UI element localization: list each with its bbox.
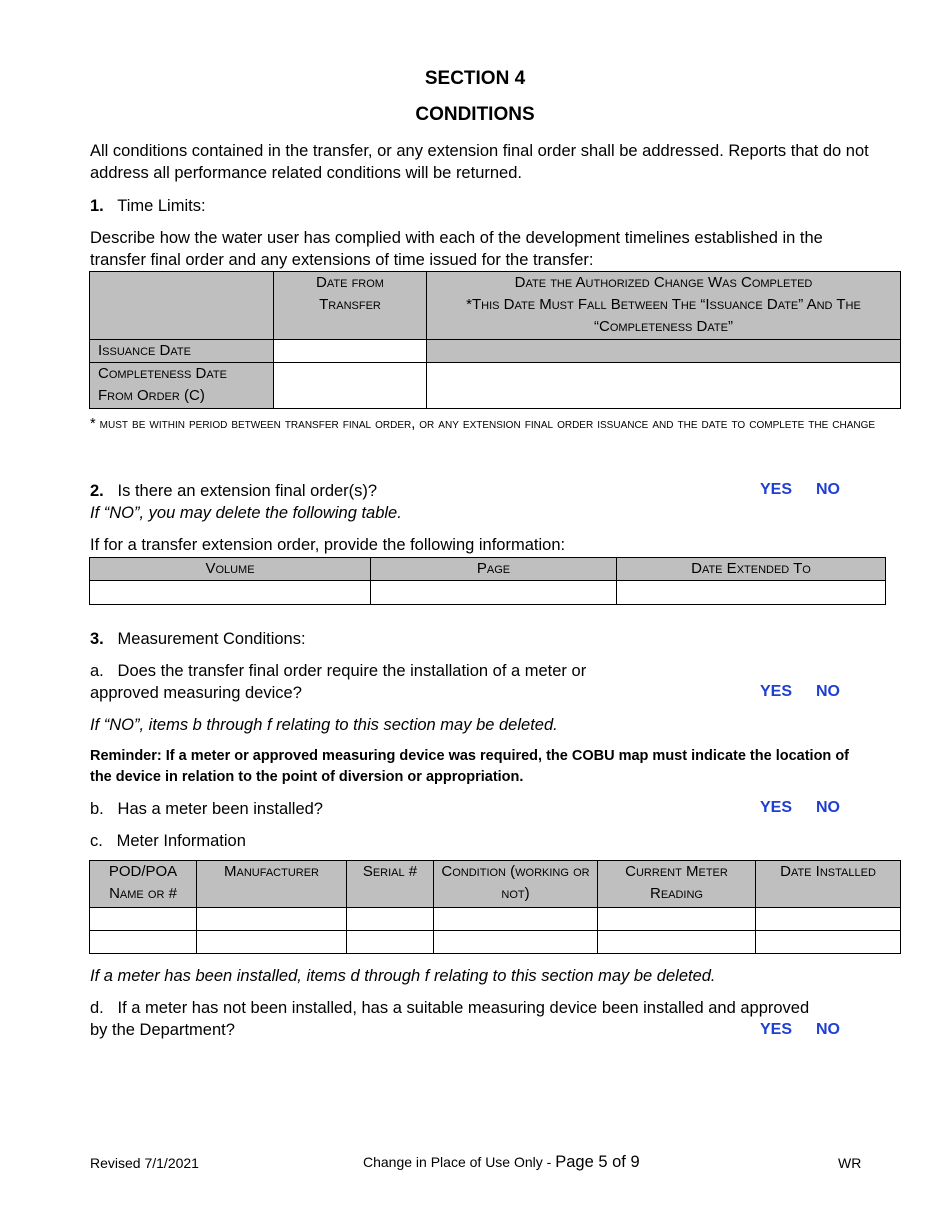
section-number: SECTION 4 xyxy=(424,68,526,89)
header-current-meter-reading: Current Meter Reading xyxy=(598,861,756,908)
meter-cell[interactable] xyxy=(197,908,347,931)
q3-number: 3. xyxy=(90,630,104,648)
q3-heading xyxy=(90,628,306,650)
meter-cell[interactable] xyxy=(90,931,197,954)
completeness-date-input-cell[interactable] xyxy=(274,363,427,409)
q2-heading xyxy=(90,480,377,502)
header-serial: Serial # xyxy=(347,861,434,908)
reminder-text: Reminder: If a meter or approved measuring device was required, the COBU map must indicate the location of the device in relation to the point of diversion or appropriation. xyxy=(90,748,850,785)
q1-number: 1. xyxy=(90,197,104,215)
header-date-extended-to: Date Extended To xyxy=(617,558,886,581)
intro-text: All conditions contained in the transfer, or any extension final order shall be addressed. Reports that do not address all performance related conditions will be returned. xyxy=(90,142,869,182)
q3b-no-option[interactable]: NO xyxy=(816,799,840,816)
meter-cell[interactable] xyxy=(598,908,756,931)
q1-footnote: * must be within period between transfer final order, or any extension final order issuance and the date to complete the change xyxy=(90,416,876,432)
q3d-letter: d. xyxy=(90,999,104,1017)
q3a-note: If “NO”, items b through f relating to this section may be deleted. xyxy=(90,716,558,734)
q3a-text: Does the transfer final order require the installation of a meter or xyxy=(117,662,587,680)
header-manufacturer: Manufacturer xyxy=(197,861,347,908)
q2-yes-option[interactable]: YES xyxy=(760,481,793,498)
footer-code: WR xyxy=(838,1155,862,1171)
time-limits-table xyxy=(89,271,901,409)
meter-cell[interactable] xyxy=(347,908,434,931)
q3a-no-option[interactable]: NO xyxy=(816,683,840,700)
table-row xyxy=(90,908,901,931)
q3a-line1 xyxy=(90,660,586,682)
page-input-cell[interactable] xyxy=(371,581,617,605)
header-date-completed: Date the Authorized Change Was Completed *This Date Must Fall Between The “Issuance Date” And The “Completeness Date” xyxy=(427,272,901,340)
q3b-letter: b. xyxy=(90,800,104,818)
header-date-from-transfer: Date from Transfer xyxy=(274,272,427,340)
meter-cell[interactable] xyxy=(347,931,434,954)
issuance-date-input-cell[interactable] xyxy=(274,340,427,363)
table-row xyxy=(90,340,901,363)
q1-heading xyxy=(90,195,206,217)
q3d-text: If a meter has not been installed, has a suitable measuring device been installed and approved xyxy=(117,999,810,1017)
table-row xyxy=(90,581,886,605)
q3c-text: Meter Information xyxy=(116,832,246,850)
q2-number: 2. xyxy=(90,482,104,500)
q3a-letter: a. xyxy=(90,662,104,680)
footer-form-name: Change in Place of Use Only - Page 5 of 9 xyxy=(363,1153,640,1171)
section-title: CONDITIONS xyxy=(415,104,535,125)
q3c-letter: c. xyxy=(90,832,103,850)
q3b-text: Has a meter been installed? xyxy=(117,800,323,818)
meter-cell[interactable] xyxy=(598,931,756,954)
q3a-line2: approved measuring device? xyxy=(90,684,302,702)
header-page: Page xyxy=(371,558,617,581)
volume-input-cell[interactable] xyxy=(90,581,371,605)
table-row xyxy=(90,931,901,954)
table-header-empty xyxy=(90,272,274,340)
q3d-no-option[interactable]: NO xyxy=(816,1021,840,1038)
q3d-line2: by the Department? xyxy=(90,1021,235,1039)
extension-table xyxy=(89,557,886,605)
header-date-installed: Date Installed xyxy=(756,861,901,908)
q3-label: Measurement Conditions: xyxy=(117,630,306,648)
q3b-line xyxy=(90,798,323,820)
table-row xyxy=(90,363,901,409)
row-label-issuance-date: Issuance Date xyxy=(90,340,274,363)
q3c-line xyxy=(90,830,246,852)
q3d-yes-option[interactable]: YES xyxy=(760,1021,793,1038)
footer-page-number: Page 5 of 9 xyxy=(555,1153,640,1171)
meter-cell[interactable] xyxy=(197,931,347,954)
completeness-date-completed-cell[interactable] xyxy=(427,363,901,409)
table-header-row xyxy=(90,558,886,581)
q3d-line1 xyxy=(90,997,809,1019)
row-label-completeness-date: Completeness Date From Order (C) xyxy=(90,363,274,409)
header-volume: Volume xyxy=(90,558,371,581)
header-note: *This Date Must Fall Between The “Issuance Date” And The “Completeness Date” xyxy=(466,296,861,335)
header-condition: Condition (working or not) xyxy=(434,861,598,908)
meter-information-table xyxy=(89,860,901,954)
meter-cell[interactable] xyxy=(756,908,901,931)
q1-description: Describe how the water user has complied with each of the development timelines established in the transfer final order and any extensions of time issued for the transfer: xyxy=(90,229,823,269)
q3b-yes-option[interactable]: YES xyxy=(760,799,793,816)
table-header-row xyxy=(90,272,901,340)
header-pod-poa: POD/POA Name or # xyxy=(90,861,197,908)
q2-no-option[interactable]: NO xyxy=(816,481,840,498)
issuance-date-completed-cell xyxy=(427,340,901,363)
q3c-note: If a meter has been installed, items d through f relating to this section may be deleted. xyxy=(90,967,716,985)
meter-cell[interactable] xyxy=(434,931,598,954)
date-extended-input-cell[interactable] xyxy=(617,581,886,605)
meter-cell[interactable] xyxy=(90,908,197,931)
q1-label: Time Limits: xyxy=(117,197,206,215)
q2-description: If for a transfer extension order, provide the following information: xyxy=(90,536,566,554)
meter-cell[interactable] xyxy=(434,908,598,931)
meter-cell[interactable] xyxy=(756,931,901,954)
q2-note: If “NO”, you may delete the following table. xyxy=(90,504,402,522)
q2-question: Is there an extension final order(s)? xyxy=(117,482,378,500)
footer-revised: Revised 7/1/2021 xyxy=(90,1155,199,1171)
q3a-yes-option[interactable]: YES xyxy=(760,683,793,700)
table-header-row xyxy=(90,861,901,908)
